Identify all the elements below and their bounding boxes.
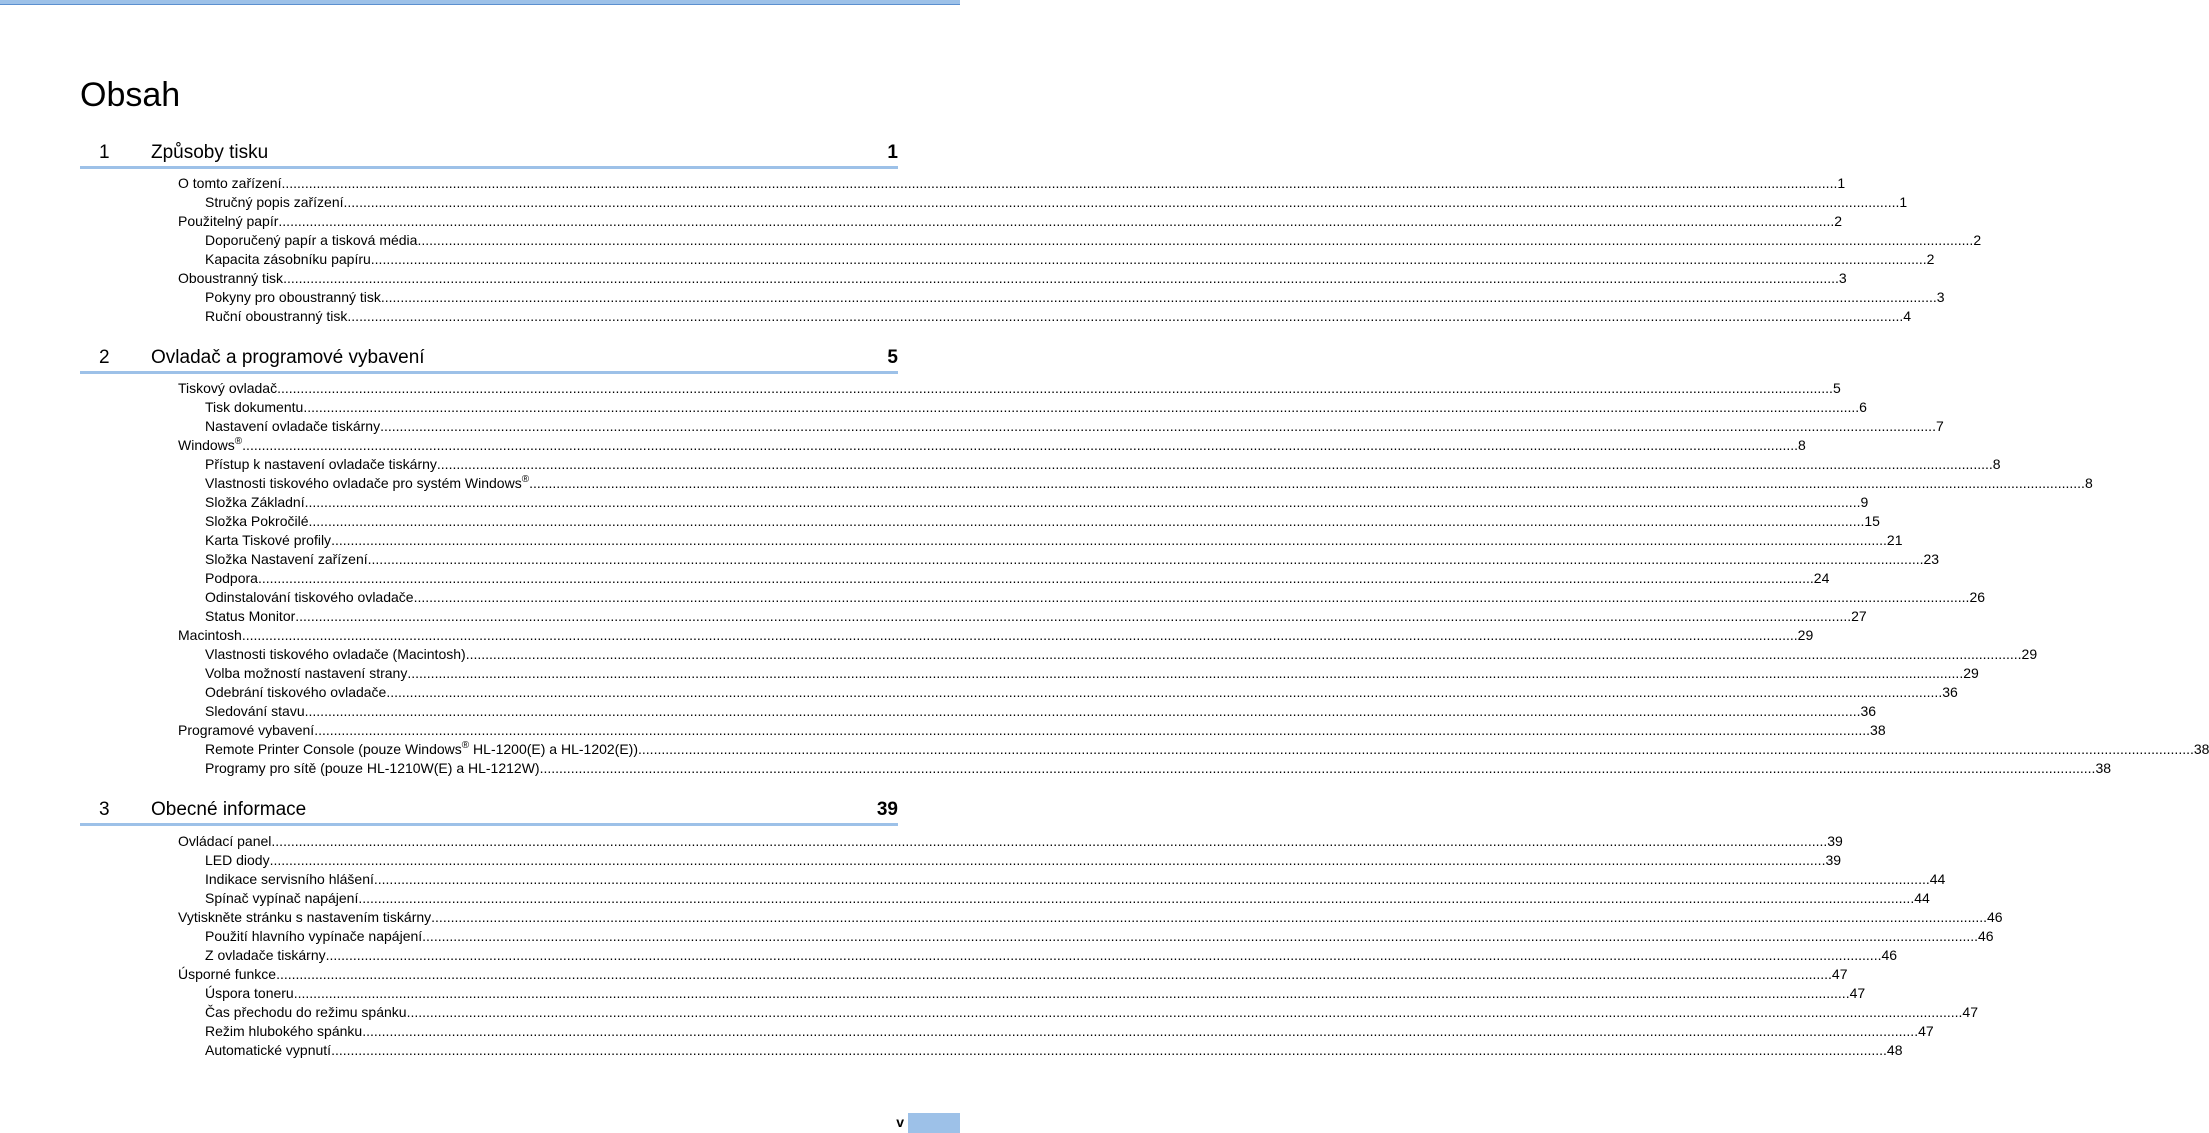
toc-entry-page: 8: [1992, 456, 2001, 472]
toc-entry[interactable]: [178, 436, 1806, 454]
leader-dots: ................................................................................................................................................................................................................................................................................................................................................................................................................: [331, 1042, 1887, 1058]
toc-entry-label: [205, 759, 540, 777]
toc-entry-label: [205, 588, 414, 606]
leader-dots: ................................................................................................................................................................................................................................................................................................................................................................................................................: [293, 985, 1850, 1001]
leader-dots: ................................................................................................................................................................................................................................................................................................................................................................................................................: [308, 513, 1865, 529]
toc-entry-text: Programy pro sítě (pouze HL-1210W(E) a HL-1212W): [205, 760, 540, 776]
leader-dots: ................................................................................................................................................................................................................................................................................................................................................................................................................: [347, 308, 1904, 324]
toc-entry-label: [205, 851, 270, 869]
toc-entry-text: Pokyny pro oboustranný tisk: [205, 289, 381, 305]
toc-entry[interactable]: [205, 607, 1867, 625]
leader-dots: ................................................................................................................................................................................................................................................................................................................................................................................................................: [331, 532, 1887, 548]
toc-entry-label: [205, 455, 437, 473]
toc-entry[interactable]: [178, 174, 1846, 192]
toc-entry-page: 2: [1973, 232, 1982, 248]
toc-entry-page: 7: [1935, 418, 1944, 434]
toc-entry[interactable]: [178, 832, 1843, 850]
toc-entry-text: Programové vybavení: [178, 722, 315, 738]
toc-entry-page: 36: [1860, 703, 1877, 719]
leader-dots: ................................................................................................................................................................................................................................................................................................................................................................................................................: [281, 175, 1838, 191]
toc-entry[interactable]: [205, 493, 1869, 511]
chapter-rule: [80, 166, 898, 169]
toc-entry-page: 5: [1832, 380, 1841, 396]
toc-entry-page: 47: [1918, 1023, 1934, 1039]
toc-entry[interactable]: [205, 1041, 1903, 1059]
toc-entry-text: Vlastnosti tiskového ovladače pro systém Windows: [205, 475, 522, 491]
chapter-title: Obecné informace: [151, 799, 307, 820]
chapter-rule: [80, 823, 898, 826]
header-line: [0, 4, 960, 5]
toc-entry-text: Macintosh: [178, 627, 242, 643]
toc-entry-text: Status Monitor: [205, 608, 296, 624]
toc-entry-label: [205, 417, 380, 435]
leader-dots: ................................................................................................................................................................................................................................................................................................................................................................................................................: [269, 852, 1826, 868]
leader-dots: ................................................................................................................................................................................................................................................................................................................................................................................................................: [406, 1004, 1963, 1020]
toc-entry-label: [178, 379, 277, 397]
toc-entry-page: 44: [1914, 890, 1930, 906]
toc-entry-page: 1: [1837, 175, 1846, 191]
chapter-1-heading[interactable]: [80, 141, 898, 165]
toc-entry[interactable]: [205, 702, 1877, 720]
toc-entry-text: Použitelný papír: [178, 213, 279, 229]
chapter-page: 1: [887, 142, 898, 163]
toc-entry-label: [205, 531, 331, 549]
toc-entry-page: 24: [1813, 570, 1830, 586]
registered-mark: ®: [461, 740, 470, 751]
toc-entry-label: [205, 398, 303, 416]
toc-entry-label: [205, 550, 368, 568]
toc-entry-text: Tisk dokumentu: [205, 399, 304, 415]
toc-entry-text: Nastavení ovladače tiskárny: [205, 418, 381, 434]
toc-entry-text: Remote Printer Console (pouze Windows: [205, 741, 462, 757]
toc-entry[interactable]: [205, 531, 1903, 549]
toc-entry-page: 3: [1838, 270, 1847, 286]
toc-entry[interactable]: [205, 231, 1982, 249]
toc-entry-page: 47: [1849, 985, 1866, 1001]
toc-entry[interactable]: [205, 250, 1935, 268]
toc-entry-text: Složka Základní: [205, 494, 305, 510]
leader-dots: ................................................................................................................................................................................................................................................................................................................................................................................................................: [373, 871, 1930, 887]
toc-entry[interactable]: [205, 512, 1880, 530]
toc-entry[interactable]: [178, 721, 1886, 739]
toc-entry-text: Volba možností nastavení strany: [205, 665, 408, 681]
leader-dots: ................................................................................................................................................................................................................................................................................................................................................................................................................: [380, 418, 1936, 434]
leader-dots: ................................................................................................................................................................................................................................................................................................................................................................................................................: [242, 437, 1799, 453]
leader-dots: ................................................................................................................................................................................................................................................................................................................................................................................................................: [413, 589, 1970, 605]
toc-entry-text: Sledování stavu: [205, 703, 305, 719]
toc-entry-label: [205, 927, 422, 945]
toc-entry-label: [205, 1022, 362, 1040]
toc-entry-label: [205, 645, 466, 663]
toc-entry[interactable]: [205, 1003, 1978, 1021]
toc-entry-page: 15: [1864, 513, 1880, 529]
toc-entry-page: 4: [1903, 308, 1912, 324]
toc-entry-page: 39: [1827, 833, 1843, 849]
toc-entry-page: 3: [1936, 289, 1945, 305]
toc-entry-text: Ovládací panel: [178, 833, 272, 849]
leader-dots: ................................................................................................................................................................................................................................................................................................................................................................................................................: [257, 570, 1814, 586]
leader-dots: ................................................................................................................................................................................................................................................................................................................................................................................................................: [431, 909, 1988, 925]
toc-entry[interactable]: [205, 569, 1830, 587]
registered-mark: ®: [234, 436, 243, 447]
toc-entry-page: 21: [1886, 532, 1903, 548]
toc-entry[interactable]: [205, 984, 1866, 1002]
leader-dots: ................................................................................................................................................................................................................................................................................................................................................................................................................: [362, 1023, 1919, 1039]
leader-dots: ................................................................................................................................................................................................................................................................................................................................................................................................................: [278, 213, 1835, 229]
chapter-rule: [80, 371, 898, 374]
toc-entry-label: [205, 512, 309, 530]
toc-entry-text: Doporučený papír a tisková média: [205, 232, 418, 248]
toc-entry[interactable]: [205, 870, 1946, 888]
toc-entry[interactable]: [205, 927, 1994, 945]
toc-entry[interactable]: [205, 550, 1940, 568]
toc-entry-label: [205, 307, 347, 325]
toc-entry[interactable]: [205, 759, 2112, 777]
toc-entry-page: 46: [1987, 909, 2003, 925]
toc-entry-page: 29: [1963, 665, 1979, 681]
toc-entry-page: 38: [2193, 741, 2209, 757]
leader-dots: ................................................................................................................................................................................................................................................................................................................................................................................................................: [407, 665, 1964, 681]
toc-entry-page: 8: [2084, 475, 2093, 491]
leader-dots: ................................................................................................................................................................................................................................................................................................................................................................................................................: [417, 232, 1974, 248]
toc-entry-page: 48: [1886, 1042, 1903, 1058]
toc-entry[interactable]: [205, 645, 2038, 663]
leader-dots: ................................................................................................................................................................................................................................................................................................................................................................................................................: [386, 684, 1943, 700]
leader-dots: ................................................................................................................................................................................................................................................................................................................................................................................................................: [638, 741, 2194, 757]
chapter-2-heading[interactable]: [80, 346, 898, 370]
leader-dots: ................................................................................................................................................................................................................................................................................................................................................................................................................: [367, 551, 1924, 567]
toc-entry-page: 47: [1962, 1004, 1978, 1020]
toc-entry-text: Ruční oboustranný tisk: [205, 308, 348, 324]
leader-dots: ................................................................................................................................................................................................................................................................................................................................................................................................................: [304, 703, 1861, 719]
toc-entry-page: 29: [2021, 646, 2038, 662]
toc-entry[interactable]: [178, 626, 1814, 644]
toc-entry-page: 46: [1978, 928, 1994, 944]
toc-entry[interactable]: [205, 664, 1979, 682]
toc-entry-page: 2: [1926, 251, 1935, 267]
toc-entry-text: Přístup k nastavení ovladače tiskárny: [205, 456, 437, 472]
toc-entry[interactable]: [205, 1022, 1934, 1040]
toc-entry-label: [205, 569, 258, 587]
leader-dots: ................................................................................................................................................................................................................................................................................................................................................................................................................: [241, 627, 1798, 643]
toc-entry-label: [205, 607, 295, 625]
toc-entry-text-suffix: HL-1200(E) a HL-1202(E)): [469, 741, 639, 757]
page-title: Obsah: [80, 76, 181, 114]
toc-entry[interactable]: [178, 965, 1848, 983]
toc-entry-page: 8: [1798, 437, 1806, 453]
leader-dots: ................................................................................................................................................................................................................................................................................................................................................................................................................: [343, 194, 1900, 210]
toc-entry-label: [205, 664, 407, 682]
toc-entry-label: [205, 288, 381, 306]
leader-dots: ................................................................................................................................................................................................................................................................................................................................................................................................................: [304, 494, 1861, 510]
toc-entry-label: [178, 174, 281, 192]
toc-entry-label: [205, 193, 344, 211]
leader-dots: ................................................................................................................................................................................................................................................................................................................................................................................................................: [325, 947, 1882, 963]
toc-entry-label: [178, 721, 314, 739]
leader-dots: ................................................................................................................................................................................................................................................................................................................................................................................................................: [271, 833, 1828, 849]
toc-entry-label: [205, 984, 294, 1002]
toc-entry-label: [205, 946, 326, 964]
toc-entry-label: [205, 231, 417, 249]
toc-entry-page: 46: [1881, 947, 1898, 963]
toc-entry[interactable]: [205, 889, 1930, 907]
toc-entry-label: [205, 889, 358, 907]
toc-entry[interactable]: [205, 288, 1945, 306]
toc-entry-page: 47: [1831, 966, 1848, 982]
leader-dots: ................................................................................................................................................................................................................................................................................................................................................................................................................: [422, 928, 1979, 944]
toc-entry-text: Složka Pokročilé: [205, 513, 309, 529]
chapter-3-heading[interactable]: [80, 798, 898, 822]
chapter-number: 1: [99, 142, 110, 163]
toc-entry-label: [178, 965, 276, 983]
toc-entry-page: 27: [1851, 608, 1867, 624]
toc-entry-label: [205, 740, 638, 758]
toc-entry-text: LED diody: [205, 852, 270, 868]
toc-entry-label: [205, 1003, 407, 1021]
leader-dots: ................................................................................................................................................................................................................................................................................................................................................................................................................: [276, 966, 1832, 982]
toc-entry-label: [178, 436, 242, 454]
leader-dots: ................................................................................................................................................................................................................................................................................................................................................................................................................: [283, 270, 1839, 286]
toc-entry-label: [178, 626, 242, 644]
toc-entry-page: 26: [1969, 589, 1986, 605]
toc-entry[interactable]: [205, 474, 2093, 492]
toc-entry-label: [178, 269, 283, 287]
toc-entry-text: Automatické vypnutí: [205, 1042, 332, 1058]
toc-entry-label: [205, 250, 371, 268]
toc-entry-page: 36: [1942, 684, 1958, 700]
toc-entry-page: 1: [1899, 194, 1908, 210]
toc-entry[interactable]: [178, 212, 1843, 230]
leader-dots: ................................................................................................................................................................................................................................................................................................................................................................................................................: [436, 456, 1993, 472]
leader-dots: ................................................................................................................................................................................................................................................................................................................................................................................................................: [539, 760, 2096, 776]
registered-mark: ®: [521, 474, 530, 485]
toc-entry-label: [205, 870, 374, 888]
toc-entry-text: Složka Nastavení zařízení: [205, 551, 368, 567]
toc-entry[interactable]: [205, 851, 1842, 869]
toc-entry-page: 6: [1859, 399, 1867, 415]
toc-entry[interactable]: [205, 455, 2001, 473]
toc-entry-label: [205, 702, 305, 720]
toc-entry[interactable]: [205, 398, 1867, 416]
toc-entry-text: Vytiskněte stránku s nastavením tiskárny: [178, 909, 432, 925]
toc-entry[interactable]: [205, 946, 1898, 964]
leader-dots: ................................................................................................................................................................................................................................................................................................................................................................................................................: [370, 251, 1927, 267]
toc-entry-text: Kapacita zásobníku papíru: [205, 251, 371, 267]
chapter-page: 39: [876, 799, 898, 820]
toc-entry-text: Stručný popis zařízení: [205, 194, 344, 210]
leader-dots: ................................................................................................................................................................................................................................................................................................................................................................................................................: [295, 608, 1852, 624]
leader-dots: ................................................................................................................................................................................................................................................................................................................................................................................................................: [303, 399, 1860, 415]
toc-entry-label: [205, 1041, 331, 1059]
toc-entry-label: [205, 474, 529, 492]
toc-entry-text: Odebrání tiskového ovladače: [205, 684, 387, 700]
leader-dots: ................................................................................................................................................................................................................................................................................................................................................................................................................: [314, 722, 1871, 738]
chapter-page: 5: [887, 347, 898, 368]
chapter-number: 2: [99, 347, 110, 368]
toc-entry-text: Windows: [178, 437, 235, 453]
toc-entry-text: Úsporné funkce: [178, 966, 277, 982]
toc-entry-page: 9: [1860, 494, 1869, 510]
toc-entry-label: [178, 908, 431, 926]
toc-entry-page: 2: [1834, 213, 1843, 229]
toc-entry-label: [178, 832, 271, 850]
leader-dots: ................................................................................................................................................................................................................................................................................................................................................................................................................: [529, 475, 2085, 491]
toc-entry-page: 39: [1825, 852, 1842, 868]
toc-entry-label: [178, 212, 278, 230]
toc-entry[interactable]: [205, 740, 2209, 758]
toc-entry-page: 29: [1797, 627, 1814, 643]
toc-entry-text: Odinstalování tiskového ovladače: [205, 589, 414, 605]
page-number: v: [896, 1114, 904, 1130]
toc-entry[interactable]: [178, 269, 1847, 287]
toc-entry[interactable]: [178, 908, 2003, 926]
toc-entry-page: 38: [2095, 760, 2112, 776]
toc-entry-label: [205, 493, 305, 511]
chapter-title: Ovladač a programové vybavení: [151, 347, 425, 368]
toc-entry-page: 38: [1870, 722, 1886, 738]
toc-entry-text: Karta Tiskové profily: [205, 532, 332, 548]
toc-entry-text: Oboustranný tisk: [178, 270, 284, 286]
leader-dots: ................................................................................................................................................................................................................................................................................................................................................................................................................: [277, 380, 1833, 396]
toc-entry-page: 44: [1929, 871, 1946, 887]
chapter-number: 3: [99, 799, 110, 820]
chapter-title: Způsoby tisku: [151, 142, 269, 163]
toc-entry-label: [205, 683, 386, 701]
toc-entry[interactable]: [205, 307, 1912, 325]
leader-dots: ................................................................................................................................................................................................................................................................................................................................................................................................................: [380, 289, 1937, 305]
toc-entry[interactable]: [205, 683, 1958, 701]
toc-entry-text: Použití hlavního vypínače napájení: [205, 928, 423, 944]
toc-entry-text: Čas přechodu do režimu spánku: [205, 1004, 407, 1020]
toc-entry-text: Podpora: [205, 570, 258, 586]
toc-entry-text: Z ovladače tiskárny: [205, 947, 326, 963]
toc-entry[interactable]: [178, 379, 1841, 397]
toc-entry-text: Spínač vypínač napájení: [205, 890, 359, 906]
page-number-tab: [908, 1113, 960, 1133]
leader-dots: ................................................................................................................................................................................................................................................................................................................................................................................................................: [358, 890, 1915, 906]
toc-entry-text: Úspora toneru: [205, 985, 294, 1001]
toc-entry[interactable]: [205, 417, 1944, 435]
toc-entry[interactable]: [205, 588, 1986, 606]
toc-entry-text: Vlastnosti tiskového ovladače (Macintosh): [205, 646, 466, 662]
leader-dots: ................................................................................................................................................................................................................................................................................................................................................................................................................: [465, 646, 2022, 662]
toc-entry-page: 23: [1923, 551, 1940, 567]
toc-entry-text: Indikace servisního hlášení: [205, 871, 374, 887]
toc-entry-text: Režim hlubokého spánku: [205, 1023, 363, 1039]
toc-entry-text: Tiskový ovladač: [178, 380, 278, 396]
toc-entry[interactable]: [205, 193, 1908, 211]
toc-entry-text: O tomto zařízení: [178, 175, 282, 191]
